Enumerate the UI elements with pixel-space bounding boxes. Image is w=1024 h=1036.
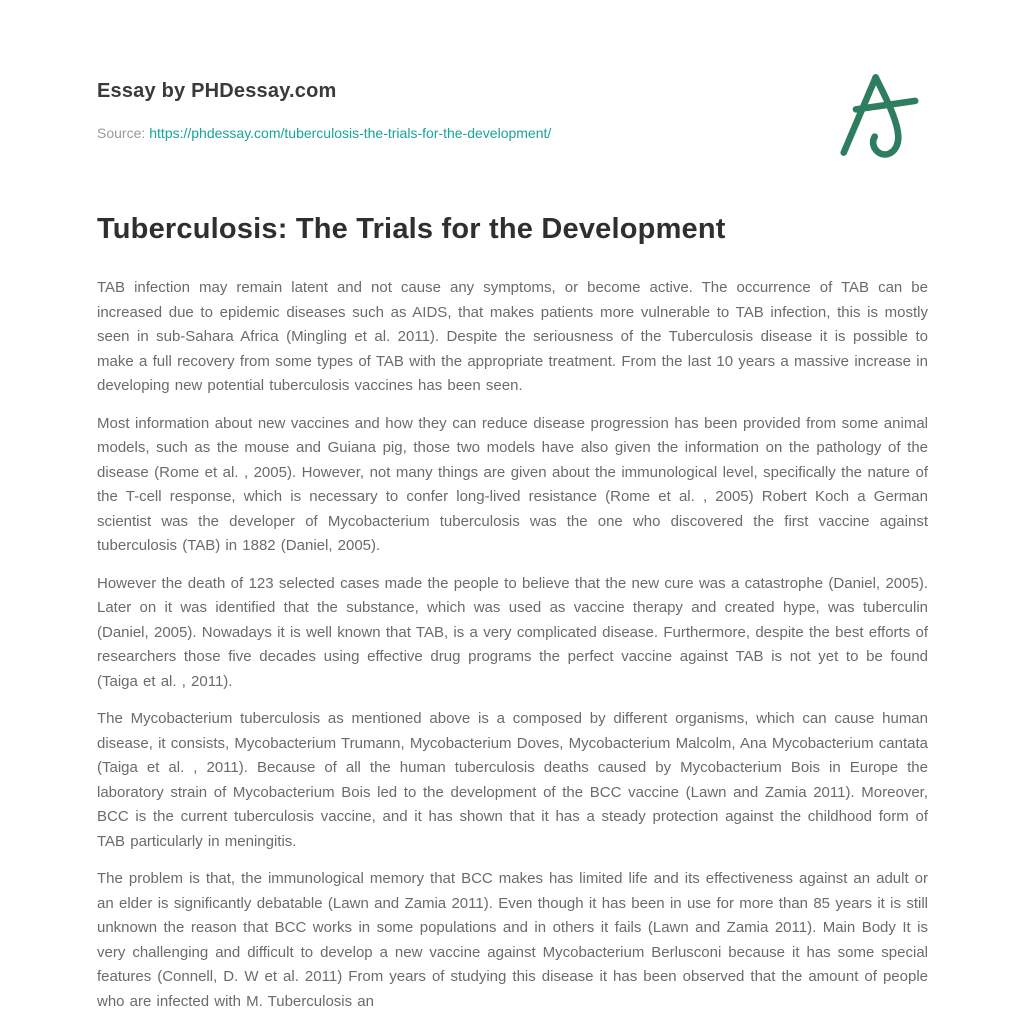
source-link[interactable]: https://phdessay.com/tuberculosis-the-trials-for-the-development/ (149, 125, 552, 141)
essay-paragraph-2: Most information about new vaccines and how they can reduce disease progression has been provided from some animal models, such as the mouse and Guiana pig, those two models have also given the information on the pathology of the disease (Rome et al. , 2005). However, not many things are given about the immunological level, specifically the nature of the T-cell response, which is necessary to confer long-lived resistance (Rome et al. , 2005) Robert Koch a German scientist was the developer of Mycobacterium tuberculosis was the one who discovered the first vaccine against tuberculosis (TAB) in 1882 (Daniel, 2005). (97, 414, 928, 554)
essay-title: Tuberculosis: The Trials for the Development (97, 213, 726, 245)
essay-content (97, 276, 928, 1014)
phdessay-logo-icon (831, 68, 926, 162)
source-line (97, 125, 928, 141)
essay-paragraph-5: The problem is that, the immunological memory that BCC makes has limited life and its effectiveness against an adult or an elder is significantly debatable (Lawn and Zamia 2011). Even though it has been in use for more than 85 years it is still unknown the reason that BCC works in some populations and in others it fails (Lawn and Zamia 2011). Main Body It is very challenging and difficult to develop a new vaccine against Mycobacterium Berlusconi because it has some special features (Connell, D. W et al. 2011) From years of studying this disease it has been observed that the amount of people who are infected with M. Tuberculosis an (97, 870, 928, 1010)
essay-paragraph-3: However the death of 123 selected cases made the people to believe that the new cure was a catastrophe (Daniel, 2005). Later on it was identified that the substance, which was used as vaccine therapy and created hype, was tuberculin (Daniel, 2005). Nowadays it is well known that TAB, is a very complicated disease. Furthermore, despite the best efforts of researchers those five decades using effective drug programs the perfect vaccine against TAB is not yet to be found (Taiga et al. , 2011). (97, 574, 928, 690)
source-label: Source: (97, 125, 146, 141)
essay-paragraph-1: TAB infection may remain latent and not cause any symptoms, or become active. The occurrence of TAB can be increased due to epidemic diseases such as AIDS, that makes patients more vulnerable to TAB infection, this is mostly seen in sub-Sahara Africa (Mingling et al. 2011). Despite the seriousness of the Tuberculosis disease it is possible to make a full recovery from some types of TAB with the appropriate treatment. From the last 10 years a massive increase in developing new potential tuberculosis vaccines has been seen. (97, 279, 928, 394)
essay-paragraph-4: The Mycobacterium tuberculosis as mentioned above is a composed by different organisms, which can cause human disease, it consists, Mycobacterium Trumann, Mycobacterium Doves, Mycobacterium Malcolm, Ana Mycobacterium cantata (Taiga et al. , 2011). Because of all the human tuberculosis deaths caused by Mycobacterium Bois in Europe the laboratory strain of Mycobacterium Bois led to the development of the BCC vaccine (Lawn and Zamia 2011). Moreover, BCC is the current tuberculosis vaccine, and it has shown that it has a steady protection against the childhood form of TAB particularly in meningitis. (97, 710, 928, 850)
phdessay-logo (831, 68, 926, 162)
essay-byline: Essay by PHDessay.com (97, 80, 337, 102)
